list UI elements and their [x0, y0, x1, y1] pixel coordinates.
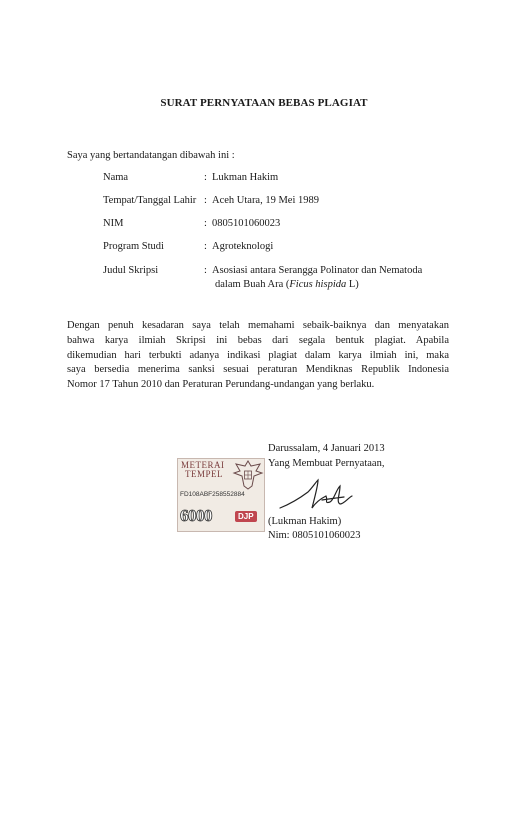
title-suffix: L) — [346, 279, 359, 290]
stamp-issuer: DJP — [235, 511, 257, 522]
field-colon: : — [204, 265, 207, 276]
statement-line: dikemudian hari terbukti adanya indikasi plagiat dalam karya ilmiah ini, maka — [67, 349, 449, 361]
statement-line: Nomor 17 Tahun 2010 dan Peraturan Perundang-undangan yang berlaku. — [67, 379, 375, 391]
statement-line: Dengan penuh kesadaran saya telah memahami sebaik-baiknya dan menyatakan — [67, 320, 449, 331]
stamp-label-line1: METERAI — [181, 460, 225, 470]
field-colon: : — [204, 172, 207, 183]
field-value: Lukman Hakim — [212, 172, 279, 183]
garuda-emblem-icon — [232, 458, 264, 492]
signer-nim: Nim: 0805101060023 — [268, 530, 361, 541]
statement-line: saya bersedia menerima sanksi sesuai peraturan Mendiknas Republik Indonesia — [67, 364, 449, 376]
field-colon: : — [204, 218, 207, 229]
title-text: dalam Buah Ara ( — [215, 279, 290, 290]
stamp-value: 6000 — [180, 506, 212, 525]
field-label: Program Studi — [103, 241, 164, 252]
species-name: Ficus hispida — [289, 279, 347, 290]
signer-role: Yang Membuat Pernyataan, — [268, 458, 385, 469]
place-date: Darussalam, 4 Januari 2013 — [268, 443, 385, 454]
field-value-line2 — [215, 279, 359, 290]
stamp-label-line2: TEMPEL — [185, 468, 223, 479]
signer-name: (Lukman Hakim) — [268, 516, 342, 527]
document-title: SURAT PERNYATAAN BEBAS PLAGIAT — [160, 97, 368, 109]
field-value: Agroteknologi — [212, 241, 274, 252]
statement-paragraph — [67, 319, 449, 393]
field-colon: : — [204, 241, 207, 252]
stamp-label — [181, 461, 225, 478]
statement-line: bahwa karya ilmiah Skripsi ini bebas dari segala bentuk plagiat. Apabila — [67, 334, 449, 346]
handwritten-signature — [278, 478, 358, 514]
field-value: 0805101060023 — [212, 218, 281, 229]
field-value-line1: Asosiasi antara Serangga Polinator dan Nematoda — [212, 265, 423, 276]
field-label: Tempat/Tanggal Lahir — [103, 195, 197, 206]
field-label: Nama — [103, 172, 129, 183]
field-label: NIM — [103, 218, 124, 229]
field-label: Judul Skripsi — [103, 265, 159, 276]
field-value: Aceh Utara, 19 Mei 1989 — [212, 195, 320, 206]
intro-text: Saya yang bertandatangan dibawah ini : — [67, 150, 235, 161]
field-colon: : — [204, 195, 207, 206]
stamp-serial: FD108ABF258552884 — [180, 491, 245, 498]
